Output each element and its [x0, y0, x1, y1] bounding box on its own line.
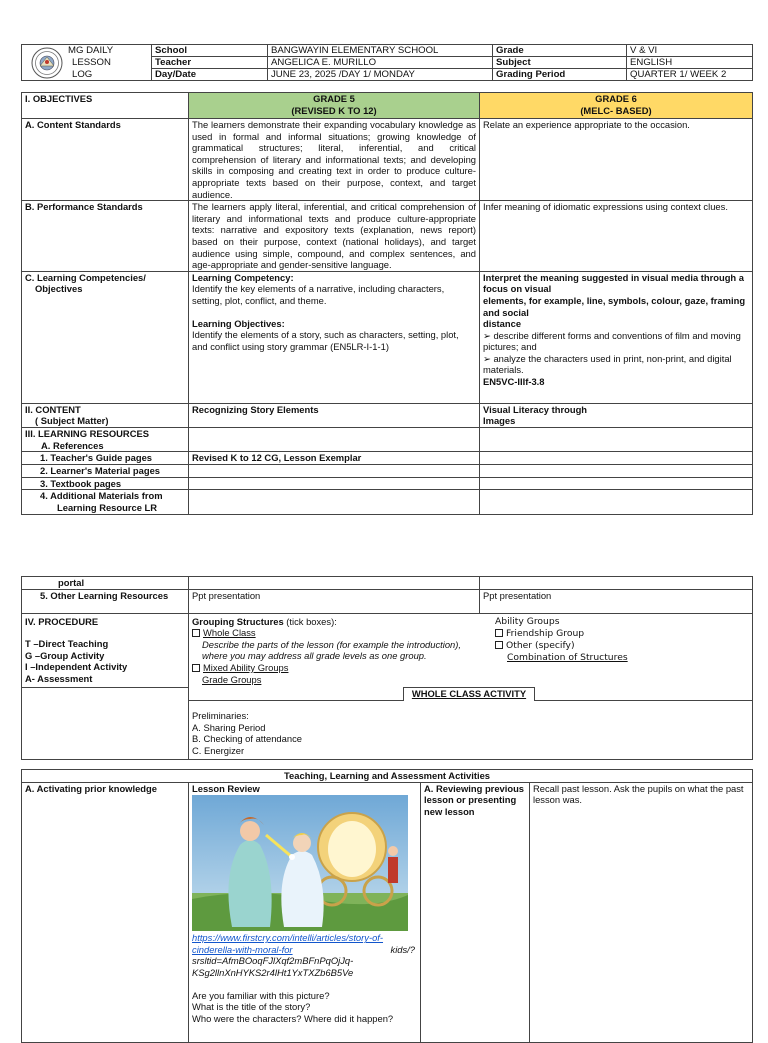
preliminaries-label: Preliminaries:: [192, 710, 249, 722]
source-url-2: KSg2llnXnHYKS2r4lHt1YxTXZb6B5Ve: [192, 966, 354, 978]
resources-label: [22, 427, 189, 451]
comp-g6-p2: ➢ analyze the characters used in print, non-print, and digital materials.: [483, 352, 732, 376]
ability-groups-label: Ability Groups: [495, 615, 560, 627]
legend-assessment: A- Assessment: [25, 672, 93, 684]
school-value: BANGWAYIN ELEMENTARY SCHOOL: [268, 45, 493, 57]
combination-label: Combination of Structures: [507, 651, 628, 663]
resources-g6: [480, 427, 753, 451]
reviewing-label-3: new lesson: [424, 805, 475, 817]
whole-class-label: Whole Class: [203, 627, 256, 639]
source-link-1[interactable]: https://www.firstcry.com/intelli/articles/story-of-: [192, 932, 384, 944]
content-label-1: II. CONTENT: [25, 403, 81, 415]
textbook-pages-g5: [189, 477, 480, 490]
reviewing-label-1: A. Reviewing previous: [424, 782, 525, 794]
legend-group-activity: G –Group Activity: [25, 649, 105, 661]
content-label-2: ( Subject Matter): [35, 415, 109, 427]
tg-pages-g6: [480, 452, 753, 465]
textbook-pages-g6: [480, 477, 753, 490]
competencies-g6: [480, 271, 753, 403]
header-table: [21, 44, 753, 81]
whole-class-checkbox[interactable]: [192, 629, 200, 637]
tla-title: Teaching, Learning and Assessment Activities: [22, 770, 753, 783]
content-standards-label: A. Content Standards: [22, 119, 189, 201]
competencies-g5: [189, 271, 480, 403]
logo-cell: [22, 45, 152, 81]
content-standards-g6: Relate an experience appropriate to the occasion.: [480, 119, 753, 201]
whole-class-activity-cell: [189, 687, 753, 759]
activating-label: A. Activating prior knowledge: [22, 782, 189, 1042]
question-2: What is the title of the story?: [192, 1001, 311, 1013]
subject-value: ENGLISH: [627, 57, 753, 69]
other-resources-g5: Ppt presentation: [189, 589, 480, 613]
grade-groups-label: Grade Groups: [202, 673, 262, 685]
portal-g5: [189, 577, 480, 590]
recall-cell: Recall past lesson. Ask the pupils on what the past lesson was.: [530, 782, 753, 1042]
additional-materials-1: 4. Additional Materials from: [40, 490, 163, 502]
resources-title: III. LEARNING RESOURCES: [25, 427, 149, 439]
reviewing-label: [421, 782, 530, 1042]
mixed-ability-option[interactable]: [192, 662, 749, 674]
date-value: JUNE 23, 2025 /DAY 1/ MONDAY: [268, 69, 493, 81]
additional-materials-g6: [480, 490, 753, 515]
additional-materials-label: [22, 490, 189, 515]
performance-standards-g6: Infer meaning of idiomatic expressions using context clues.: [480, 201, 753, 272]
other-label: Other (specify): [506, 639, 575, 651]
comp-g6-p1: ➢ describe different forms and conventions of film and moving pictures; and: [483, 329, 741, 353]
lesson-review-cell: [189, 782, 421, 1042]
date-label: Day/Date: [152, 69, 268, 81]
period-label: Grading Period: [493, 69, 627, 81]
comp-g6-b1: Interpret the meaning suggested in visual media through a focus on visual: [483, 271, 744, 295]
legend-direct-teaching: T –Direct Teaching: [25, 638, 109, 650]
grade5-header: [189, 93, 480, 119]
grade-label: Grade: [493, 45, 627, 57]
lm-pages-g6: [480, 465, 753, 478]
dll-line1: MG DAILY: [68, 45, 114, 56]
reviewing-label-2: lesson or presenting: [424, 794, 517, 806]
prelim-sharing: A. Sharing Period: [192, 721, 266, 733]
friendship-option[interactable]: [495, 628, 745, 640]
legend-independent-activity: I –Independent Activity: [25, 661, 128, 673]
lm-pages-g5: [189, 465, 480, 478]
content-g6-1: Visual Literacy through: [483, 403, 588, 415]
teacher-value: ANGELICA E. MURILLO: [268, 57, 493, 69]
performance-standards-label: B. Performance Standards: [22, 201, 189, 272]
grade5-sub: (REVISED K TO 12): [291, 104, 377, 116]
additional-materials-2: Learning Resource LR: [57, 501, 158, 513]
prelim-attendance: B. Checking of attendance: [192, 733, 302, 745]
comp-g6-b3: distance: [483, 318, 522, 330]
portal-g6: [480, 577, 753, 590]
tla-table: [21, 769, 753, 1043]
procedure-label: [22, 613, 189, 687]
deped-seal-icon: [31, 47, 63, 79]
lm-pages-label: 2. Learner's Material pages: [22, 465, 189, 478]
comp-g6-code: EN5VC-IIIf-3.8: [483, 376, 545, 388]
content-g6: [480, 403, 753, 427]
performance-standards-g5: The learners apply literal, inferential, and critical comprehension of literary and informational texts and produce culture-appropriate texts: narrative and expository texts (explanation, news report) based on their purpose, context (national holidays), and target audience using simple, compound, and complex sentences, and age-appropriate and gender-sensitive language.: [189, 201, 480, 272]
grade6-sub: (MELC- BASED): [580, 104, 652, 116]
lesson-review-title: Lesson Review: [192, 782, 260, 794]
competencies-label-2: Objectives: [35, 283, 83, 295]
objectives-head: Learning Objectives:: [192, 317, 285, 329]
tg-pages-label: 1. Teacher's Guide pages: [22, 452, 189, 465]
cinderella-image: [192, 795, 408, 931]
source-link-tail: kids/?: [390, 943, 415, 955]
prelim-energizer: C. Energizer: [192, 744, 245, 756]
subject-label: Subject: [493, 57, 627, 69]
other-checkbox[interactable]: [495, 641, 503, 649]
grouping-note: (tick boxes):: [283, 615, 337, 627]
content-g6-2: Images: [483, 415, 516, 427]
friendship-label: Friendship Group: [506, 627, 585, 639]
competency-head: Learning Competency:: [192, 271, 294, 283]
textbook-pages-label: 3. Textbook pages: [22, 477, 189, 490]
grade6-title: GRADE 6: [595, 93, 637, 104]
dll-line3: LOG: [72, 69, 93, 80]
competency-text: Identify the key elements of a narrative, including characters, setting, plot, conflict, and theme.: [192, 283, 445, 306]
objectives-label: I. OBJECTIVES: [22, 93, 189, 119]
school-label: School: [152, 45, 268, 57]
competencies-label: [22, 271, 189, 403]
objectives-table: [21, 92, 753, 515]
comp-g6-b2: elements, for example, line, symbols, colour, gaze, framing and social: [483, 294, 746, 318]
content-standards-g5: The learners demonstrate their expanding vocabulary knowledge as used in formal and informal situations; growing knowledge of grammatical structures; literal, inferential, and critical comprehension of literary and informational texts; and developing skills in composing and creating text in order to produce culture-appropriate texts based on their purpose, context, and target audience.: [189, 119, 480, 201]
whole-class-activity-title: WHOLE CLASS ACTIVITY: [404, 687, 534, 701]
grade-value: V & VI: [627, 45, 753, 57]
other-option[interactable]: [495, 640, 745, 652]
content-label: [22, 403, 189, 427]
grade6-header: [480, 93, 753, 119]
friendship-checkbox[interactable]: [495, 629, 503, 637]
source-url-1: srsltid=AfmBOoqFJlXqf2mBFnPqOjJq-: [192, 955, 354, 967]
additional-materials-g5: [189, 490, 480, 515]
competencies-label-1: C. Learning Competencies/: [25, 271, 146, 283]
question-1: Are you familiar with this picture?: [192, 989, 330, 1001]
other-resources-g6: Ppt presentation: [480, 589, 753, 613]
whole-class-desc-2: where you may address all grade levels as one group.: [202, 650, 427, 662]
portal-label: portal: [22, 577, 189, 590]
period-value: QUARTER 1/ WEEK 2: [627, 69, 753, 81]
procedure-table: [21, 576, 753, 760]
other-resources-label: 5. Other Learning Resources: [22, 589, 189, 613]
mixed-ability-label: Mixed Ability Groups: [203, 661, 289, 673]
grouping-head: Grouping Structures: [192, 615, 284, 627]
dll-line2: LESSON: [72, 57, 111, 68]
procedure-title: IV. PROCEDURE: [25, 615, 99, 627]
resources-g5: [189, 427, 480, 451]
mixed-ability-checkbox[interactable]: [192, 664, 200, 672]
grade5-title: GRADE 5: [313, 93, 355, 104]
grouping-structures-cell: [189, 613, 753, 687]
references-label: A. References: [41, 439, 104, 451]
whole-class-left: [22, 687, 189, 759]
teacher-label: Teacher: [152, 57, 268, 69]
question-3: Who were the characters? Where did it happen?: [192, 1012, 394, 1024]
objectives-text: Identify the elements of a story, such as characters, setting, plot, and conflict using story grammar (EN5LR-I-1-1): [192, 329, 459, 352]
grouping-options-right: [495, 616, 745, 664]
tg-pages-g5: Revised K to 12 CG, Lesson Exemplar: [189, 452, 480, 465]
whole-class-desc-1: Describe the parts of the lesson (for example the introduction),: [202, 638, 461, 650]
source-link-2[interactable]: cinderella-with-moral-for: [192, 943, 293, 955]
content-g5: Recognizing Story Elements: [189, 403, 480, 427]
